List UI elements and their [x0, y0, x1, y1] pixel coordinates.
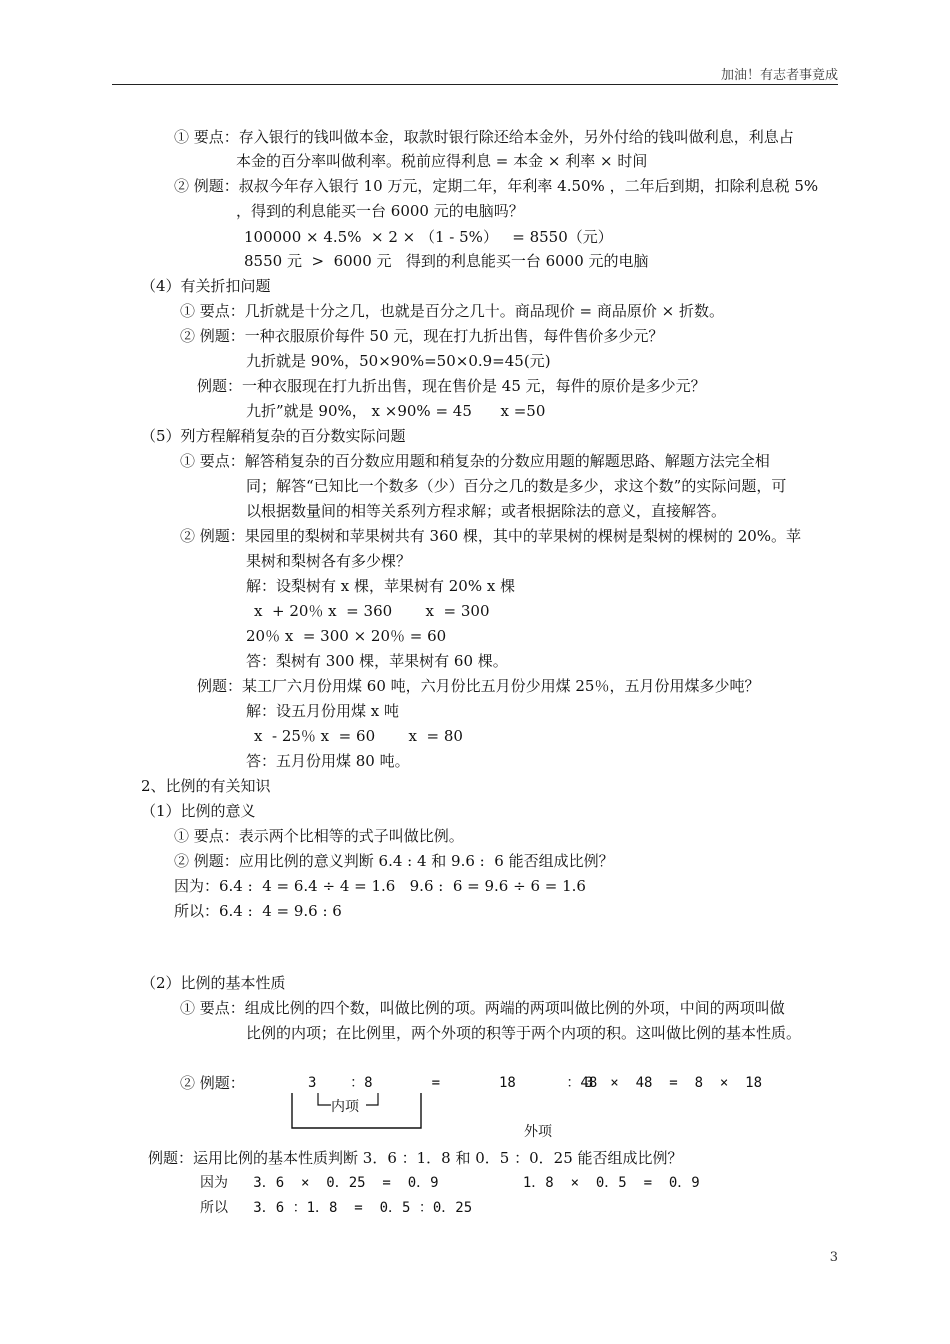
line: ，得到的利息能买一台 6000 元的电脑吗？: [236, 202, 524, 220]
outer-terms-label: 外项: [524, 1124, 552, 1140]
line: 例题：一种衣服现在打九折出售，现在售价是 45 元，每件的原价是多少元？: [197, 377, 706, 395]
line: 答：梨树有 300 棵，苹果树有 60 棵。: [246, 652, 508, 670]
line: 果树和梨树各有多少棵？: [246, 552, 412, 570]
page-header: [112, 64, 838, 85]
line: 九折”就是 90%， x ×90% = 45 x =50: [246, 402, 546, 420]
line: 20％ x = 300 × 20％ = 60: [246, 627, 447, 645]
product-equation: 3 × 48 = 8 × 18: [585, 1075, 763, 1091]
line: ① 要点：几折就是十分之几，也就是百分之几十。商品现价 = 商品原价 × 折数。: [180, 302, 724, 320]
line: 本金的百分率叫做利率。税前应得利息 = 本金 × 利率 × 时间: [236, 152, 648, 170]
line: ① 要点：存入银行的钱叫做本金，取款时银行除还给本金外，另外付给的钱叫做利息，利息占: [174, 128, 794, 146]
line: x + 20％ x = 360 x = 300: [254, 602, 490, 620]
line: 解：设五月份用煤 x 吨: [246, 702, 399, 720]
line: ② 例题：一种衣服原价每件 50 元，现在打九折出售，每件售价多少元？: [180, 327, 664, 345]
line: x - 25％ x = 60 x = 80: [254, 727, 463, 745]
line: （5）列方程解稍复杂的百分数实际问题: [141, 427, 406, 445]
line: 例题：运用比例的基本性质判断 3．6 ：1．8 和 0．5 ：0．25 能否组成比例？: [148, 1149, 683, 1167]
line: 答：五月份用煤 80 吨。: [246, 752, 410, 770]
line: ② 例题：: [180, 1074, 245, 1092]
line: ② 例题：叔叔今年存入银行 10 万元，定期二年，年利率 4.50% ，二年后到期，扣除利息税 5%: [174, 177, 819, 195]
line: （4）有关折扣问题: [141, 277, 271, 295]
line: ① 要点：组成比例的四个数，叫做比例的项。两端的两项叫做比例的外项，中间的两项叫做: [180, 999, 785, 1017]
line: 因为：6.4 : 4 = 6.4 ÷ 4 = 1.6 9.6 : 6 = 9.6 ÷ 6 = 1.6: [174, 877, 586, 895]
line: 同；解答“已知比一个数多（少）百分之几的数是多少，求这个数”的实际问题，可: [246, 477, 787, 495]
line: 解：设梨树有 x 棵，苹果树有 20% x 棵: [246, 577, 516, 595]
page-number: 3: [829, 1250, 838, 1265]
line: 2、比例的有关知识: [141, 777, 271, 795]
line: 8550 元 > 6000 元 得到的利息能买一台 6000 元的电脑: [244, 252, 649, 270]
line: 例题：某工厂六月份用煤 60 吨，六月份比五月份少用煤 25％，五月份用煤多少吨？: [197, 677, 760, 695]
line: 因为 3．6 × 0．25 = 0．9 1．8 × 0．5 = 0．9: [200, 1175, 700, 1191]
line: ② 例题：果园里的梨树和苹果树共有 360 棵，其中的苹果树的棵树是梨树的棵树的 20%。苹: [180, 527, 802, 545]
line: 所以 3．6 ：1．8 = 0．5 ：0．25: [200, 1200, 473, 1216]
proportion-equation: 3 ：8 = 18 ：48: [308, 1075, 598, 1091]
line: 所以：6.4 : 4 = 9.6 : 6: [174, 902, 342, 920]
line: ① 要点：解答稍复杂的百分数应用题和稍复杂的分数应用题的解题思路、解题方法完全相: [180, 452, 770, 470]
line: 以根据数量间的相等关系列方程求解；或者根据除法的意义，直接解答。: [246, 502, 727, 520]
line: （1）比例的意义: [141, 802, 256, 820]
line: （2）比例的基本性质: [141, 974, 286, 992]
line: ① 要点：表示两个比相等的式子叫做比例。: [174, 827, 464, 845]
line: ② 例题：应用比例的意义判断 6.4 : 4 和 9.6 : 6 能否组成比例？: [174, 852, 614, 870]
line: 九折就是 90%，50×90%=50×0.9=45(元): [246, 352, 551, 370]
line: 100000 × 4.5% × 2 × （1 - 5%） = 8550（元）: [244, 228, 613, 246]
header-motto: 加油！有志者事竟成: [720, 68, 838, 83]
inner-terms-label: 内项: [331, 1099, 359, 1115]
line: 比例的内项；在比例里，两个外项的积等于两个内项的积。这叫做比例的基本性质。: [246, 1024, 802, 1042]
